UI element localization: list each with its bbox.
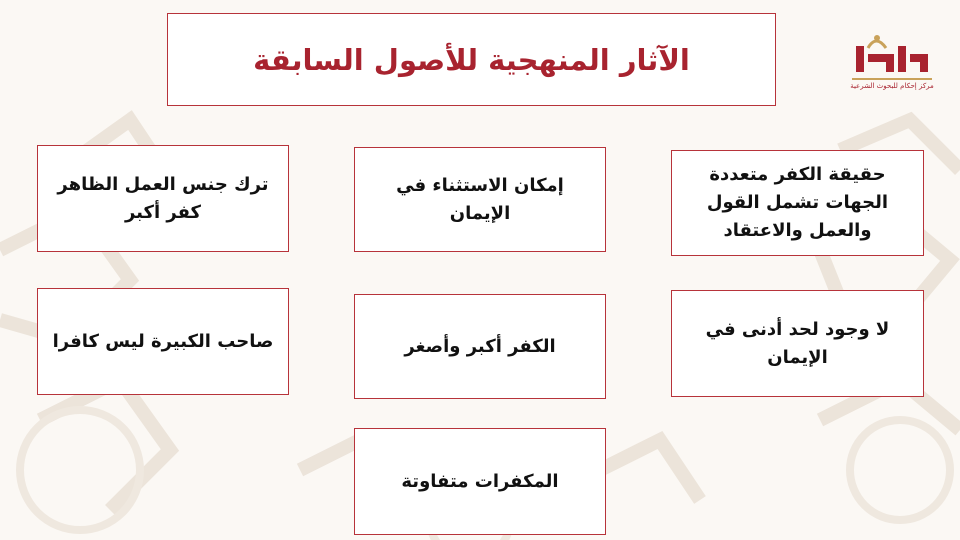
card-major-minor-kufr [354,294,606,399]
card-no-minimum-iman [671,290,924,397]
card-text: ترك جنس العمل الظاهر كفر أكبر [57,173,269,223]
card-varying-disbelief [354,428,606,535]
card-text: لا وجود لحد أدنى في الإيمان [705,318,890,368]
card-text: إمكان الاستثناء في الإيمان [396,174,564,224]
logo-emblem [846,24,938,104]
card-major-sinner [37,288,289,395]
slide-title: الآثار المنهجية للأصول السابقة [253,42,690,77]
card-text: صاحب الكبيرة ليس كافرا [52,330,274,352]
card-text: المكفرات متفاوتة [401,470,559,492]
logo [846,24,938,104]
card-text: الكفر أكبر وأصغر [404,335,556,357]
card-leaving-outward-deeds [37,145,289,252]
title-box [167,13,776,106]
logo-subtitle: مركز إحكام للبحوث الشرعية [850,82,934,90]
card-exception-in-iman [354,147,606,252]
card-text: حقيقة الكفر متعددة الجهات تشمل القول والعمل والاعتقاد [706,164,889,241]
card-reality-of-kufr [671,150,924,256]
